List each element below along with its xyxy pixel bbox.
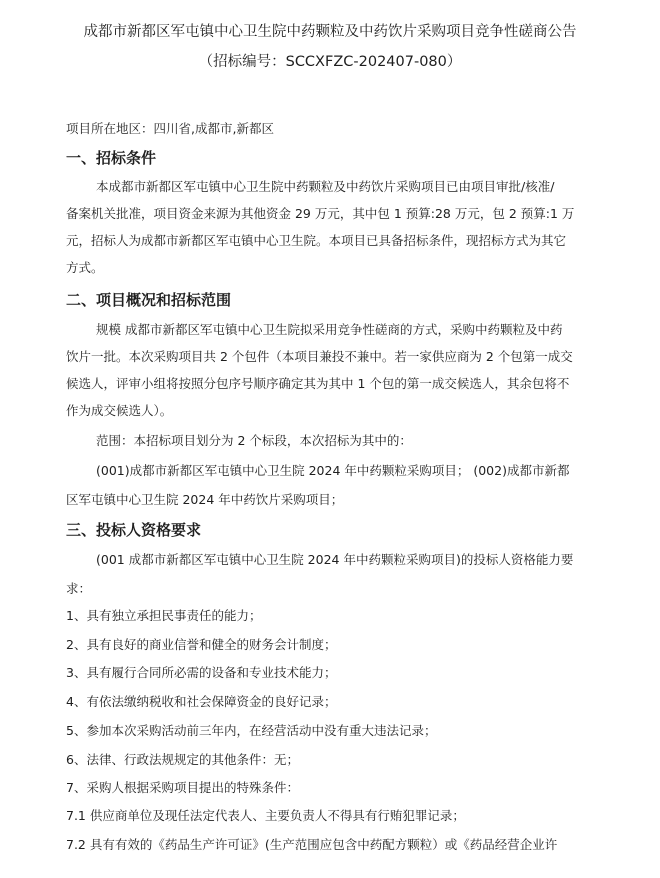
paragraph-line: 区军屯镇中心卫生院 2024 年中药饮片采购项目； — [66, 492, 344, 507]
document-title: 成都市新都区军屯镇中心卫生院中药颗粒及中药饮片采购项目竞争性磋商公告 — [83, 24, 577, 40]
requirement-item: 2、具有良好的商业信誉和健全的财务会计制度； — [66, 637, 337, 652]
paragraph-line: 元，招标人为成都市新都区军屯镇中心卫生院。本项目已具备招标条件，现招标方式为其它 — [66, 233, 567, 248]
paragraph-line: 范围：本招标项目划分为 2 个标段，本次招标为其中的： — [96, 433, 412, 448]
requirement-item: 3、具有履行合同所必需的设备和专业技术能力； — [66, 665, 337, 680]
section-heading: 三、投标人资格要求 — [66, 521, 202, 539]
requirement-item: 7.2 具有有效的《药品生产许可证》(生产范围应包含中药配方颗粒）或《药品经营企业许 — [66, 837, 558, 852]
paragraph-line: 饮片一批。本次采购项目共 2 个包件（本项目兼投不兼中。若一家供应商为 2 个包第一成交 — [66, 349, 573, 364]
paragraph-line: (001 成都市新都区军屯镇中心卫生院 2024 年中药颗粒采购项目)的投标人资格能力要 — [96, 552, 574, 567]
paragraph-line: (001)成都市新都区军屯镇中心卫生院 2024 年中药颗粒采购项目； (002)成都市新都 — [96, 463, 570, 478]
paragraph-line: 本成都市新都区军屯镇中心卫生院中药颗粒及中药饮片采购项目已由项目审批/核准/ — [96, 179, 555, 194]
requirement-item: 5、参加本次采购活动前三年内，在经营活动中没有重大违法记录； — [66, 723, 437, 738]
requirement-item: 7、采购人根据采购项目提出的特殊条件： — [66, 780, 299, 795]
section-heading: 一、招标条件 — [66, 149, 157, 167]
paragraph-line: 作为成交候选人）。 — [66, 403, 173, 418]
paragraph-line: 备案机关批准，项目资金来源为其他资金 29 万元，其中包 1 预算:28 万元，包 2 预算:1 万 — [66, 206, 575, 221]
paragraph-line: 求： — [66, 581, 92, 596]
paragraph-line: 方式。 — [66, 260, 104, 275]
project-region: 项目所在地区：四川省,成都市,新都区 — [66, 121, 274, 136]
tender-number: （招标编号：SCCXFZC-202407-080） — [198, 54, 462, 70]
requirement-item: 1、具有独立承担民事责任的能力； — [66, 608, 262, 623]
paragraph-line: 候选人，评审小组将按照分包序号顺序确定其为其中 1 个包的第一成交候选人，其余包将不 — [66, 376, 570, 391]
requirement-item: 7.1 供应商单位及现任法定代表人、主要负责人不得具有行贿犯罪记录； — [66, 808, 465, 823]
requirement-item: 4、有依法缴纳税收和社会保障资金的良好记录； — [66, 694, 337, 709]
requirement-item: 6、法律、行政法规规定的其他条件：无； — [66, 752, 299, 767]
paragraph-line: 规模 成都市新都区军屯镇中心卫生院拟采用竞争性磋商的方式，采购中药颗粒及中药 — [96, 322, 563, 337]
section-heading: 二、项目概况和招标范围 — [66, 291, 232, 309]
